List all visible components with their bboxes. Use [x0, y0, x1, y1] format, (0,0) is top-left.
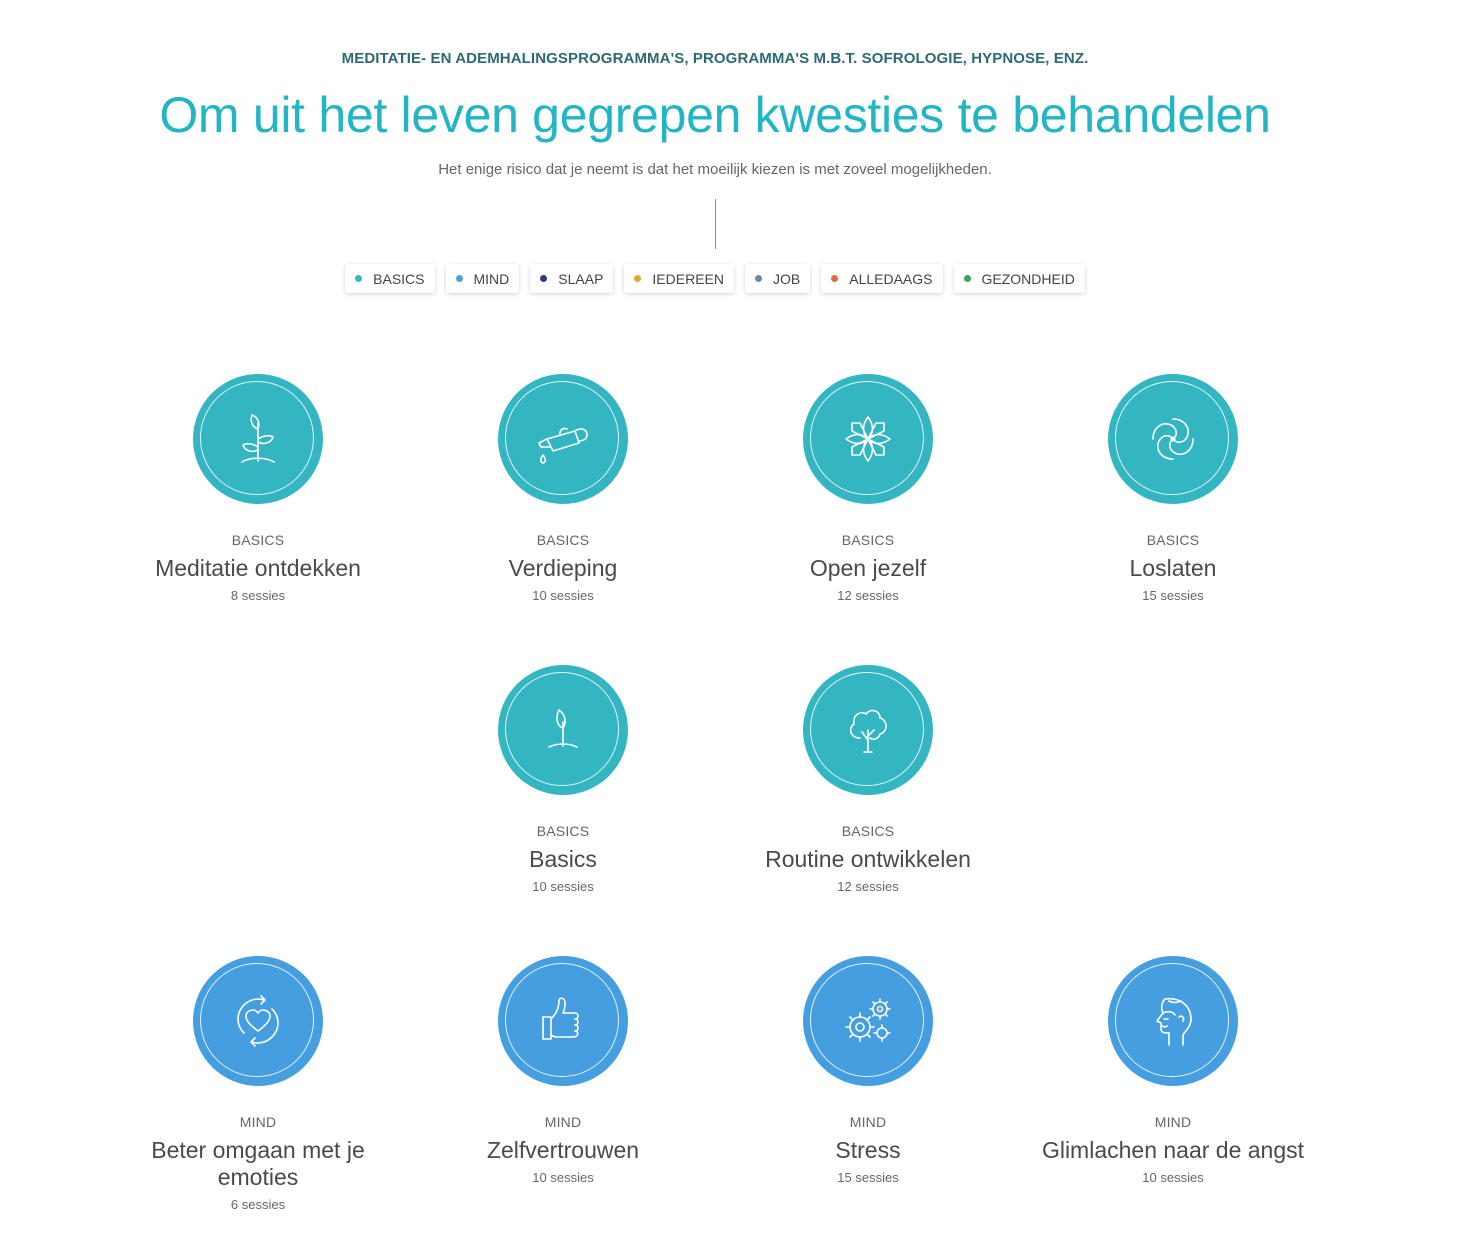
filter-alledaags[interactable]	[821, 264, 942, 293]
head-profile-icon	[1143, 991, 1203, 1051]
gears-icon	[838, 991, 898, 1051]
program-card[interactable]	[423, 374, 703, 603]
program-category: MIND	[849, 1114, 887, 1130]
divider-line	[715, 199, 716, 249]
filter-gezondheid[interactable]	[954, 264, 1085, 293]
tree-icon	[838, 700, 898, 760]
program-icon-circle	[803, 374, 933, 504]
program-title: Basics	[529, 846, 597, 872]
filter-dot	[755, 275, 762, 282]
thumbs-up-icon	[533, 991, 593, 1051]
filter-mind[interactable]	[446, 264, 520, 293]
program-icon-circle	[803, 956, 933, 1086]
program-title: Routine ontwikkelen	[765, 846, 971, 872]
seedling-icon	[533, 700, 593, 760]
filter-label: GEZONDHEID	[981, 270, 1075, 287]
filter-dot	[634, 275, 641, 282]
program-card[interactable]	[423, 956, 703, 1185]
watering-can-icon	[533, 409, 593, 469]
filter-dot	[964, 275, 971, 282]
program-card[interactable]	[1033, 956, 1313, 1185]
program-sessions: 10 sessies	[532, 1170, 594, 1185]
spiral-icon	[1143, 409, 1203, 469]
program-title: Beter omgaan met je emoties	[151, 1137, 365, 1190]
program-category: BASICS	[536, 532, 590, 548]
filter-dot	[831, 275, 838, 282]
program-card[interactable]	[423, 665, 703, 894]
program-category: MIND	[544, 1114, 582, 1130]
filter-iedereen[interactable]	[624, 264, 734, 293]
filter-slaap[interactable]	[530, 264, 613, 293]
program-category: BASICS	[1146, 532, 1200, 548]
filter-dot	[540, 275, 547, 282]
program-title: Loslaten	[1129, 555, 1217, 581]
program-category: MIND	[239, 1114, 277, 1130]
filter-label: IEDEREEN	[652, 270, 724, 287]
program-icon-circle	[803, 665, 933, 795]
program-card[interactable]	[728, 374, 1008, 603]
program-title: Verdieping	[508, 555, 618, 581]
program-sessions: 12 sessies	[837, 588, 899, 603]
program-card[interactable]	[1033, 374, 1313, 603]
program-sessions: 10 sessies	[532, 879, 594, 894]
page-subtitle: Het enige risico dat je neemt is dat het moeilijk kiezen is met zoveel mogelijkheden.	[438, 161, 992, 178]
filter-label: ALLEDAAGS	[849, 270, 933, 287]
filter-basics[interactable]	[345, 264, 434, 293]
lotus-icon	[838, 409, 898, 469]
program-sessions: 10 sessies	[532, 588, 594, 603]
filter-label: BASICS	[373, 270, 425, 287]
filter-label: JOB	[773, 270, 801, 287]
program-icon-circle	[498, 956, 628, 1086]
program-icon-circle	[1108, 374, 1238, 504]
program-title: Glimlachen naar de angst	[1041, 1137, 1305, 1163]
program-sessions: 15 sessies	[837, 1170, 899, 1185]
sprout-icon	[228, 409, 288, 469]
page-title: Om uit het leven gegrepen kwesties te behandelen	[159, 87, 1271, 143]
program-category: BASICS	[231, 532, 285, 548]
program-card[interactable]	[728, 665, 1008, 894]
program-card[interactable]	[118, 374, 398, 603]
program-icon-circle	[498, 374, 628, 504]
program-sessions: 10 sessies	[1142, 1170, 1204, 1185]
filter-dot	[355, 275, 362, 282]
program-sessions: 12 sessies	[837, 879, 899, 894]
filter-label: MIND	[473, 270, 510, 287]
program-card[interactable]	[118, 956, 398, 1212]
program-category: MIND	[1154, 1114, 1192, 1130]
program-sessions: 15 sessies	[1142, 588, 1204, 603]
program-icon-circle	[193, 374, 323, 504]
program-icon-circle	[1108, 956, 1238, 1086]
program-title: Stress	[835, 1137, 901, 1163]
program-title: Zelfvertrouwen	[486, 1137, 640, 1163]
section-eyebrow: MEDITATIE- EN ADEMHALINGSPROGRAMMA'S, PROGRAMMA'S M.B.T. SOFROLOGIE, HYPNOSE, ENZ.	[341, 50, 1089, 67]
filter-label: SLAAP	[558, 270, 604, 287]
program-sessions: 8 sessies	[230, 588, 286, 603]
heart-cycle-icon	[228, 991, 288, 1051]
filter-bar	[0, 264, 1430, 293]
program-title: Open jezelf	[809, 555, 927, 581]
program-category: BASICS	[536, 823, 590, 839]
filter-dot	[456, 275, 463, 282]
program-title: Meditatie ontdekken	[155, 555, 361, 581]
program-sessions: 6 sessies	[230, 1197, 286, 1212]
program-category: BASICS	[841, 532, 895, 548]
filter-job[interactable]	[745, 264, 810, 293]
program-card[interactable]	[728, 956, 1008, 1185]
program-icon-circle	[498, 665, 628, 795]
program-icon-circle	[193, 956, 323, 1086]
program-category: BASICS	[841, 823, 895, 839]
